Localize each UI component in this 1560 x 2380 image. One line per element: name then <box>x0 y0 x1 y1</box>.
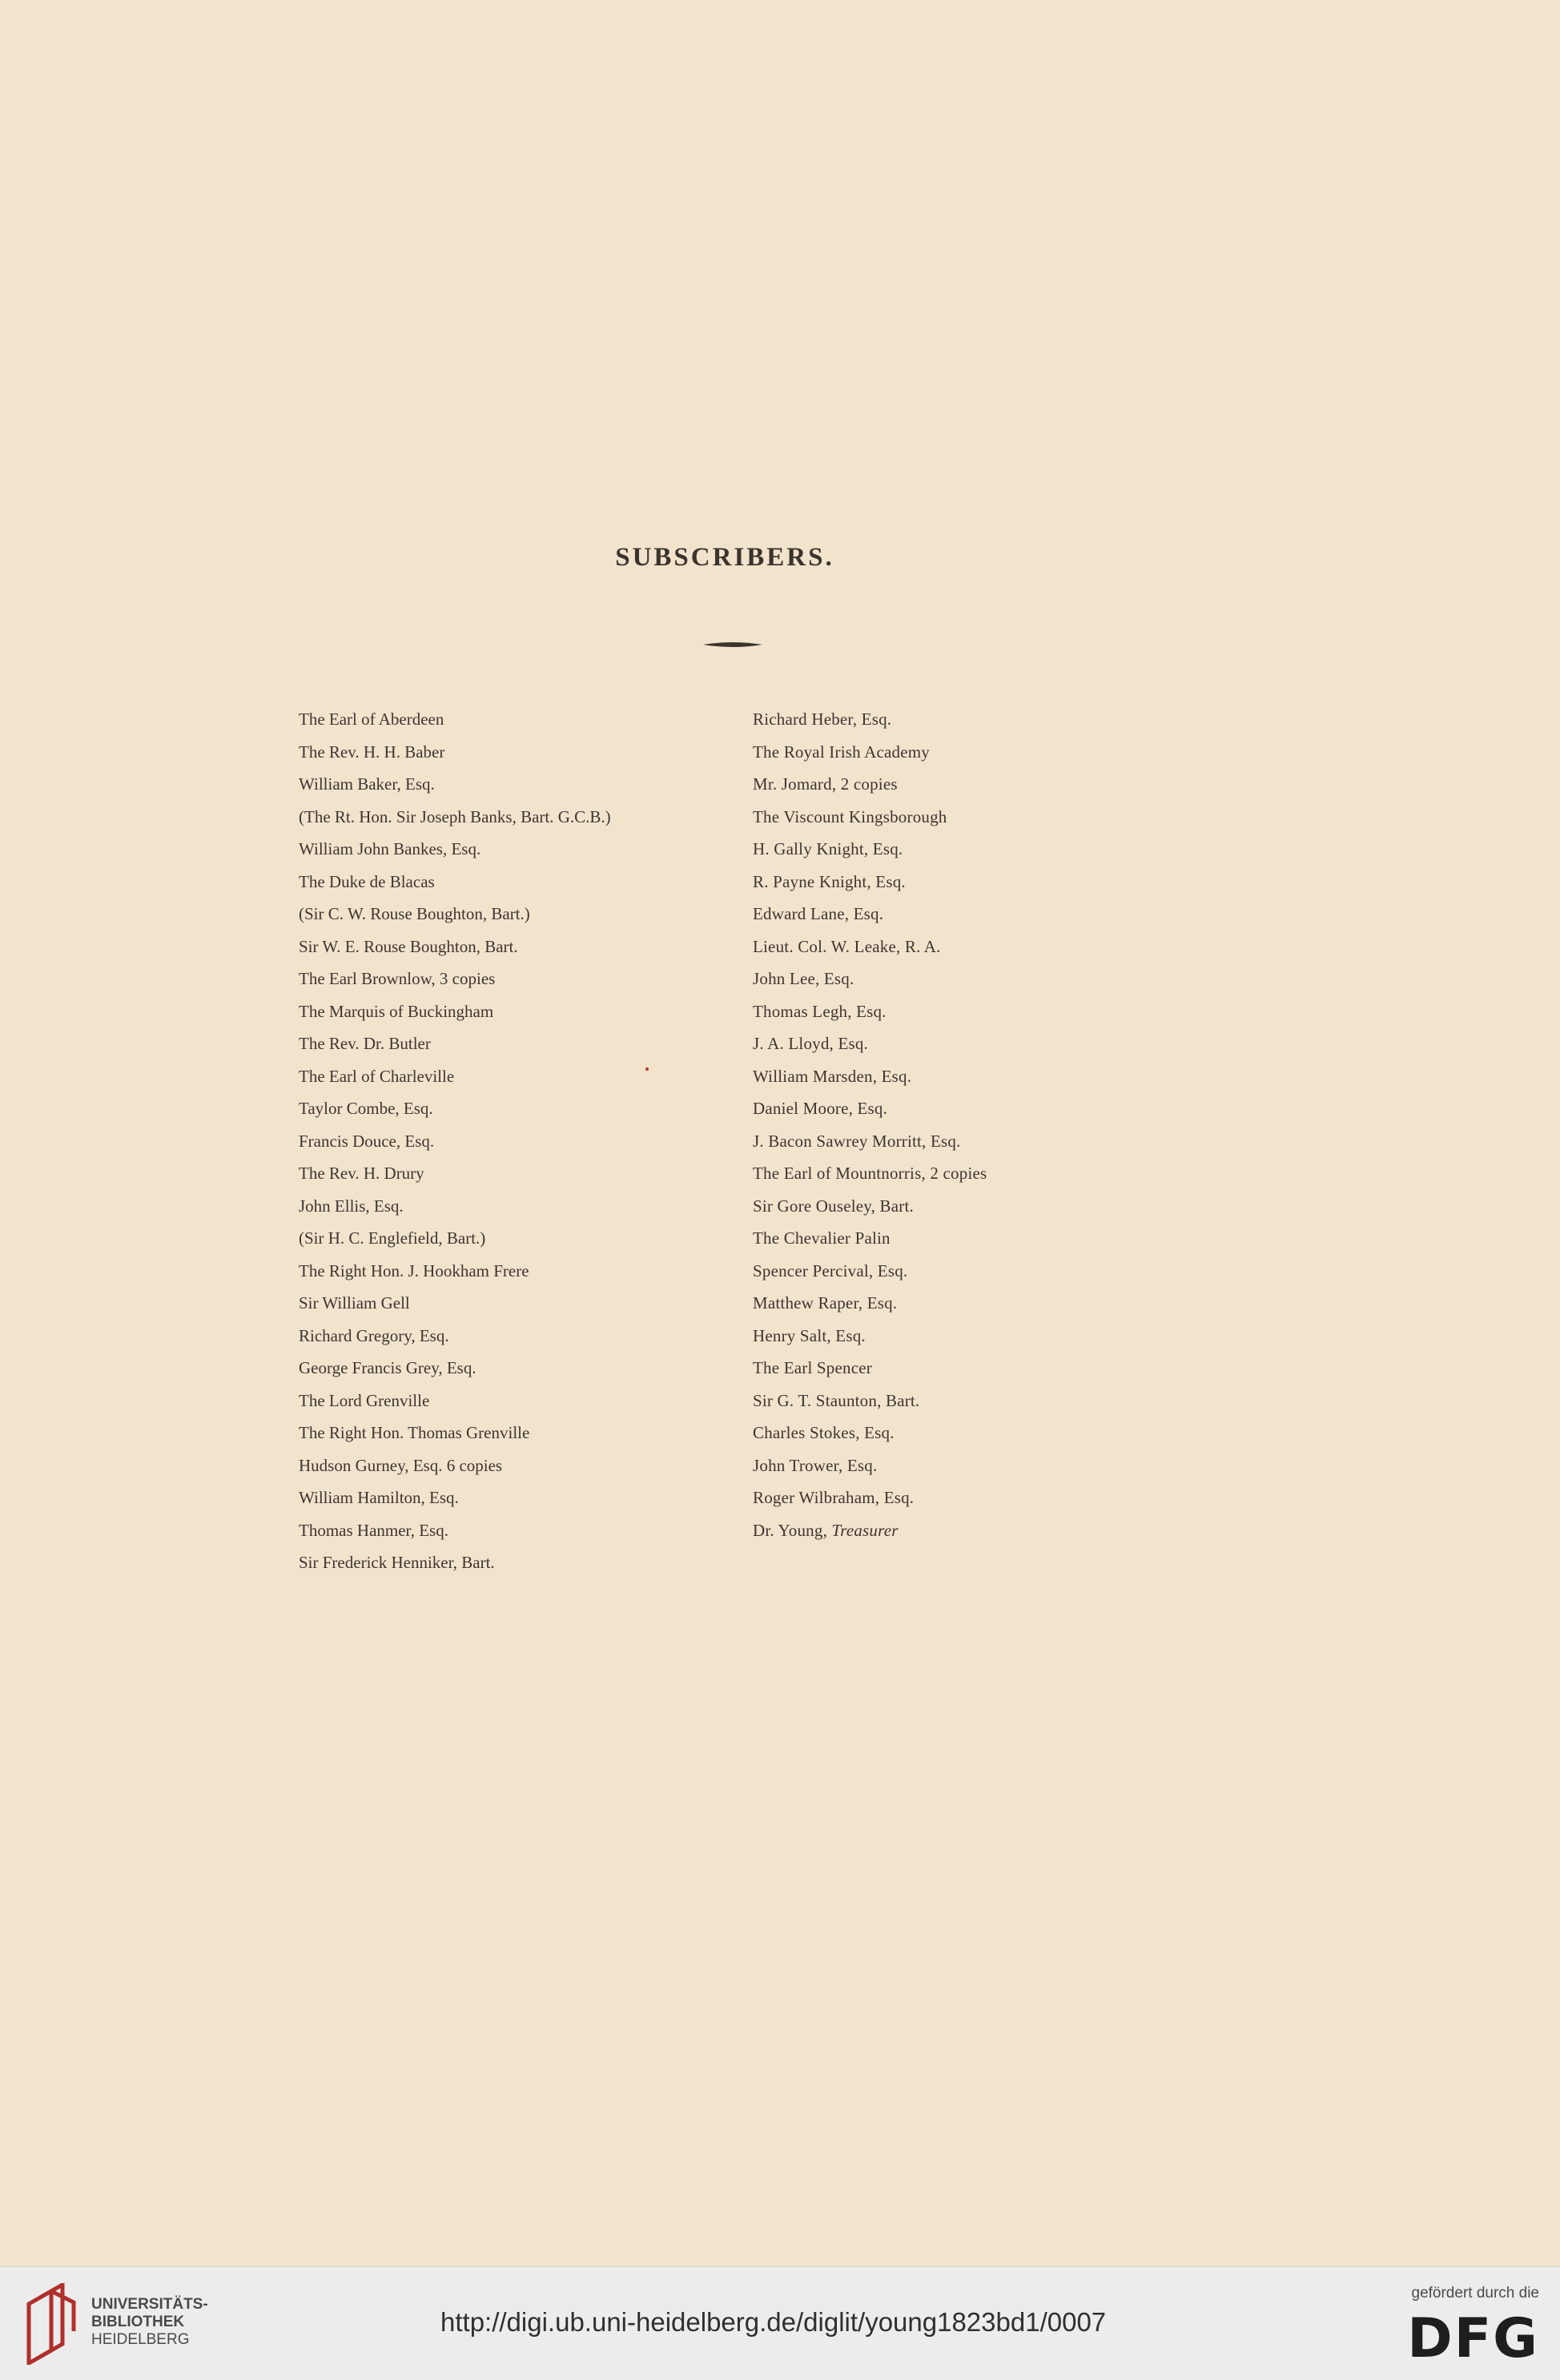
subscriber-left-entry: The Duke de Blacas <box>299 871 435 891</box>
subscriber-right-entry: Spencer Percival, Esq. <box>753 1260 908 1280</box>
subscriber-right-entry: Sir G. T. Staunton, Bart. <box>753 1390 920 1410</box>
subscriber-left-entry: (Sir H. C. Englefield, Bart.) <box>299 1228 486 1248</box>
page-title: SUBSCRIBERS. <box>615 543 834 572</box>
subscriber-right-entry: The Earl of Mountnorris, 2 copies <box>753 1164 987 1183</box>
subscriber-right-entry: Matthew Raper, Esq. <box>753 1293 898 1313</box>
subscriber-right-entry: Henry Salt, Esq. <box>753 1325 866 1345</box>
subscriber-left-entry: Taylor Combe, Esq. <box>299 1099 433 1118</box>
library-name-line3: HEIDELBERG <box>91 2331 190 2348</box>
library-logo-icon[interactable] <box>19 2283 85 2365</box>
subscriber-right-entry: Daniel Moore, Esq. <box>753 1099 888 1118</box>
subscriber-left-entry: John Ellis, Esq. <box>299 1196 404 1216</box>
subscriber-right-entry: Thomas Legh, Esq. <box>753 1001 887 1021</box>
subscriber-right-entry: The Royal Irish Academy <box>753 742 930 762</box>
ink-speck <box>645 1067 649 1071</box>
subscriber-left-entry: (Sir C. W. Rouse Boughton, Bart.) <box>299 904 530 923</box>
subscriber-left-entry: The Marquis of Buckingham <box>299 1001 494 1021</box>
subscriber-right-entry: H. Gally Knight, Esq. <box>753 839 903 858</box>
subscriber-right-entry: The Earl Spencer <box>753 1358 872 1377</box>
subscriber-right-entry <box>753 1514 987 1547</box>
subscriber-left-entry: William John Bankes, Esq. <box>299 839 481 858</box>
subscriber-name: Dr. Young, <box>753 1520 828 1540</box>
subscriber-left-entry: The Rev. Dr. Butler <box>299 1034 431 1053</box>
subscriber-left-entry: Hudson Gurney, Esq. 6 copies <box>299 1455 503 1475</box>
subscriber-left-entry: Sir Frederick Henniker, Bart. <box>299 1553 495 1572</box>
permalink-url[interactable]: http://digi.ub.uni-heidelberg.de/diglit/young1823bd1/0007 <box>440 2307 1107 2337</box>
subscriber-right-entry: Charles Stokes, Esq. <box>753 1423 895 1442</box>
subscriber-right-entry: William Marsden, Esq. <box>753 1066 912 1086</box>
subscriber-left-entry: The Right Hon. J. Hookham Frere <box>299 1260 529 1280</box>
subscriber-left-entry: The Right Hon. Thomas Grenville <box>299 1423 530 1442</box>
subscriber-right-entry: R. Payne Knight, Esq. <box>753 871 906 891</box>
subscriber-right-entry: Lieut. Col. W. Leake, R. A. <box>753 936 941 956</box>
treasurer-note: Treasurer <box>831 1520 899 1540</box>
ornament-rule <box>703 639 762 650</box>
subscriber-right-entry: John Lee, Esq. <box>753 969 854 988</box>
subscribers-left-column <box>299 703 611 1579</box>
subscriber-right-entry: The Chevalier Palin <box>753 1228 891 1248</box>
subscriber-left-entry: (The Rt. Hon. Sir Joseph Banks, Bart. G.C.B.) <box>299 806 611 826</box>
subscriber-left-entry: The Earl of Charleville <box>299 1066 455 1086</box>
subscriber-right-entry: Sir Gore Ouseley, Bart. <box>753 1196 914 1216</box>
library-name <box>91 2296 208 2349</box>
subscriber-right-entry: J. Bacon Sawrey Morritt, Esq. <box>753 1131 961 1151</box>
subscriber-right-entry: John Trower, Esq. <box>753 1455 878 1475</box>
subscriber-left-entry: William Hamilton, Esq. <box>299 1488 459 1507</box>
subscriber-right-entry: Roger Wilbraham, Esq. <box>753 1488 915 1507</box>
subscriber-left-entry: The Lord Grenville <box>299 1390 430 1410</box>
subscriber-right-entry: Edward Lane, Esq. <box>753 904 884 923</box>
subscriber-right-entry: The Viscount Kingsborough <box>753 806 947 826</box>
subscriber-left-entry: William Baker, Esq. <box>299 774 435 794</box>
subscriber-left-entry: The Rev. H. Drury <box>299 1164 424 1183</box>
funded-by-label: gefördert durch die <box>1411 2285 1539 2302</box>
subscriber-left-entry: Thomas Hanmer, Esq. <box>299 1520 448 1540</box>
library-name-line1: UNIVERSITÄTS- <box>91 2296 208 2313</box>
subscriber-right-entry: Mr. Jomard, 2 copies <box>753 774 898 794</box>
subscriber-right-entry: J. A. Lloyd, Esq. <box>753 1034 868 1053</box>
subscriber-left-entry: Sir William Gell <box>299 1293 410 1313</box>
subscriber-left-entry: George Francis Grey, Esq. <box>299 1358 476 1377</box>
subscriber-left-entry: The Rev. H. H. Baber <box>299 742 445 762</box>
subscriber-left-entry: Richard Gregory, Esq. <box>299 1325 449 1345</box>
subscriber-left-entry: Sir W. E. Rouse Boughton, Bart. <box>299 936 518 956</box>
subscriber-right-entry: Richard Heber, Esq. <box>753 710 892 729</box>
subscriber-left-entry: Francis Douce, Esq. <box>299 1131 435 1151</box>
library-name-line2: BIBLIOTHEK <box>91 2314 185 2330</box>
subscriber-left-entry: The Earl of Aberdeen <box>299 710 444 729</box>
subscribers-right-column <box>753 703 987 1546</box>
dfg-logo[interactable]: DFG <box>1407 2307 1539 2370</box>
viewer-footer <box>0 2266 1560 2380</box>
subscriber-left-entry: The Earl Brownlow, 3 copies <box>299 969 496 988</box>
